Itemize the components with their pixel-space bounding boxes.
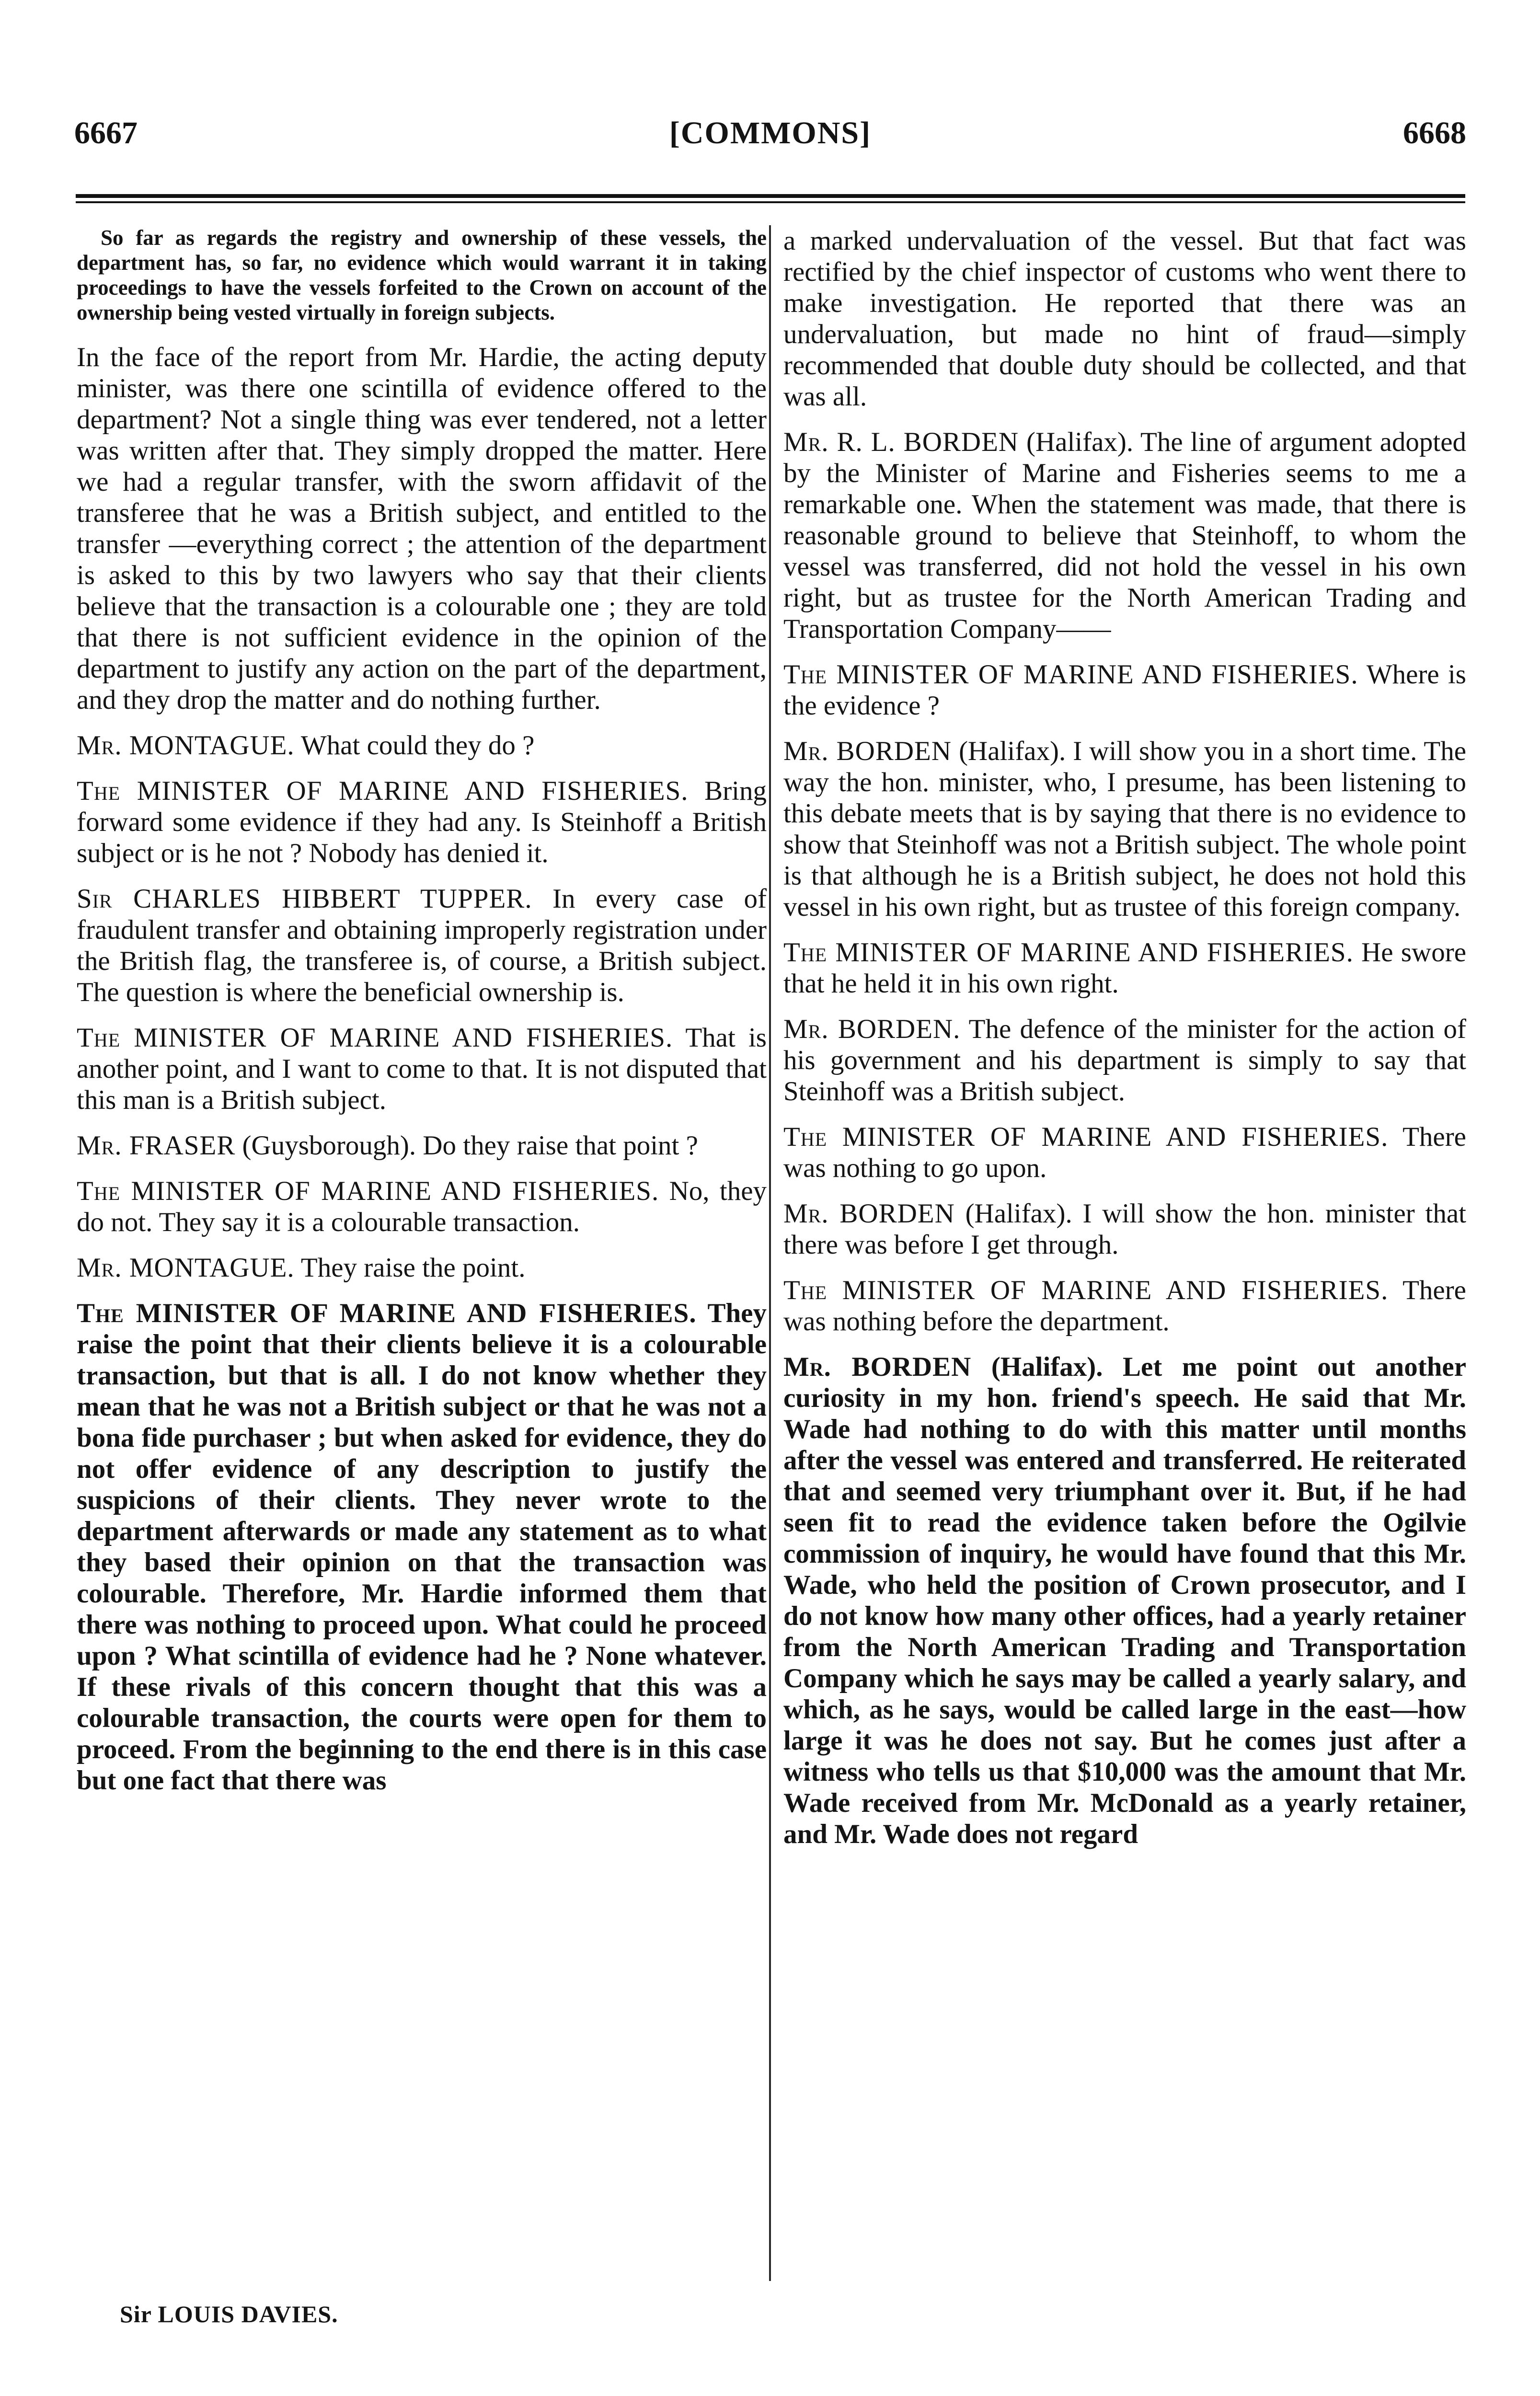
speech-paragraph [783,1198,1466,1260]
speaker-name: The MINISTER OF MARINE AND FISHERIES. [77,1023,673,1053]
speaker-name: Mr. FRASER [77,1130,236,1161]
section-title: [COMMONS] [669,115,872,150]
speech-paragraph [77,1252,767,1283]
speech-paragraph [783,937,1466,999]
running-footer: Sir LOUIS DAVIES. [120,2301,338,2327]
speech-text: The defence of the minister for the action of his government and his department is simply to say that Steinhoff was a British subject. [783,1014,1466,1106]
right-column [783,225,1466,1864]
header-rule-thick [76,194,1465,198]
speech-text: He swore that he held it in his own right. [783,937,1467,999]
speech-paragraph [783,426,1466,645]
speech-text: That is another point, and I want to come to that. It is not disputed that this man is a British subject. [77,1023,767,1115]
speech-paragraph [77,730,767,761]
speaker-name: Mr. BORDEN [783,736,952,766]
speaker-name: The MINISTER OF MARINE AND FISHERIES. [783,659,1358,690]
speaker-name: The MINISTER OF MARINE AND FISHERIES. [77,1298,697,1328]
speech-text: (Halifax). I will show the hon. minister that there was before I get through. [783,1198,1467,1260]
speech-paragraph [77,1130,767,1161]
paragraph: a marked undervaluation of the vessel. But that fact was rectified by the chief inspector of customs who went there to make investigation. He reported that there was an undervaluation, but made no hint of fraud—simply recommended that double duty should be collected, and that was all. [783,226,1466,412]
speech-paragraph [77,1298,767,1796]
speaker-name: Mr. BORDEN [783,1352,972,1382]
speech-text: No, they do not. They say it is a colourable transaction. [77,1176,767,1237]
speaker-name: Sir CHARLES HIBBERT TUPPER. [77,884,532,914]
speaker-name: The MINISTER OF MARINE AND FISHERIES. [783,937,1354,968]
speech-text: They raise the point that their clients believe it is a colourable transaction, but that is all. I do not know whether they mean that he was not a British subject or that he was not a bona fide purchaser ; but when asked for evidence, they do not offer evidence of any description to justify the suspicions of their clients. They never wrote to the department afterwards or made any statement as to what they based their opinion on that the transaction was colourable. Therefore, Mr. Hardie informed them that there was nothing to proceed upon. What could he proceed upon ? What scintilla of evidence had he ? None whatever. If these rivals of this concern thought that this was a colourable transaction, the courts were open for them to proceed. From the beginning to the end there is in this case but one fact that there was [77,1298,767,1796]
speaker-name: Mr. BORDEN [783,1198,955,1229]
speech-text: Where is the evidence ? [783,659,1466,721]
speech-paragraph [783,1014,1466,1107]
speech-text: (Guysborough). Do they raise that point ? [242,1130,698,1161]
speech-text: (Halifax). I will show you in a short time. The way the hon. minister, who, I presume, has been listening to this debate meets that is by saying that there is no evidence to show that Steinhoff was not a British subject. The whole point is that although he is a British subject, he does not hold this vessel in his own right, but as trustee of this foreign company. [783,736,1466,922]
speech-text: (Halifax). The line of argument adopted by the Minister of Marine and Fisheries seems to me a remarkable one. When the statement was made, that there is reasonable ground to believe that Steinhoff, to whom the vessel was transferred, did not hold the vessel in his own right, but as trustee for the North American Trading and Transportation Company—— [783,427,1467,644]
page-header [74,115,1466,168]
speech-text: What could they do ? [300,730,535,760]
left-column [77,225,767,1810]
speaker-name: Mr. MONTAGUE. [77,730,295,760]
speech-text: (Halifax). Let me point out another curiosity in my hon. friend's speech. He said that Mr. Wade had nothing to do with this matter until months after the vessel was entered and transferred. He reiterated that and seemed very triumphant over it. But, if he had seen fit to read the evidence taken before the Ogilvie commission of inquiry, he would have found that this Mr. Wade, who held the position of Crown prosecutor, and I do not know how many other offices, had a yearly retainer from the North American Trading and Transportation Company which he says may be called a yearly salary, and which, as he says, would be called large in the east—how large it was he does not say. But he comes just after a witness who tells us that $10,000 was the amount that Mr. Wade received from Mr. McDonald as a yearly retainer, and Mr. Wade does not regard [783,1352,1467,1849]
speech-paragraph [783,1275,1466,1337]
speech-paragraph [783,659,1466,721]
speaker-name: Mr. BORDEN. [783,1014,961,1044]
speech-text: They raise the point. [300,1253,526,1283]
speech-text: There was nothing before the department. [783,1275,1466,1336]
speech-paragraph [77,775,767,869]
speaker-name: The MINISTER OF MARINE AND FISHERIES. [77,776,689,806]
header-rule-thin [76,201,1465,203]
paragraph: In the face of the report from Mr. Hardie, the acting deputy minister, was there one scintilla of evidence offered to the department? Not a single thing was ever tendered, not a letter was written after that. They simply dropped the matter. Here we had a regular transfer, with the sworn affidavit of the transferee that he was a British subject, and entitled to the transfer —everything correct ; the attention of the department is asked to this by two lawyers who say that their clients believe that the transaction is a colourable one ; they are told that there is not sufficient evidence in the opinion of the department to justify any action on the part of the department, and they drop the matter and do nothing further. [77,342,767,715]
speaker-name: The MINISTER OF MARINE AND FISHERIES. [77,1176,659,1206]
page-number-left: 6667 [74,115,138,150]
speech-text: Bring forward some evidence if they had any. Is Steinhoff a British subject or is he not ? Nobody has denied it. [77,776,767,868]
speech-paragraph [77,1175,767,1238]
quoted-report-excerpt: So far as regards the registry and ownership of these vessels, the department has, so far, no evidence which would warrant it in taking proceedings to have the vessels forfeited to the Crown on account of the ownership being vested virtually in foreign subjects. [77,226,767,324]
speaker-name: Mr. R. L. BORDEN [783,427,1019,457]
speech-text: There was nothing to go upon. [783,1122,1466,1183]
page-number-right: 6668 [1403,115,1466,150]
speech-text: In every case of fraudulent transfer and obtaining improperly registration under the British flag, the transferee is, of course, a British subject. The question is where the beneficial ownership is. [77,884,767,1007]
speech-paragraph [783,1351,1466,1850]
speaker-name: Mr. MONTAGUE. [77,1253,295,1283]
speech-paragraph [77,1022,767,1116]
speech-paragraph [77,883,767,1008]
speech-paragraph [783,736,1466,922]
speech-paragraph [783,1121,1466,1184]
speaker-name: The MINISTER OF MARINE AND FISHERIES. [783,1275,1389,1305]
speaker-name: The MINISTER OF MARINE AND FISHERIES. [783,1122,1389,1152]
column-divider [769,225,771,2281]
